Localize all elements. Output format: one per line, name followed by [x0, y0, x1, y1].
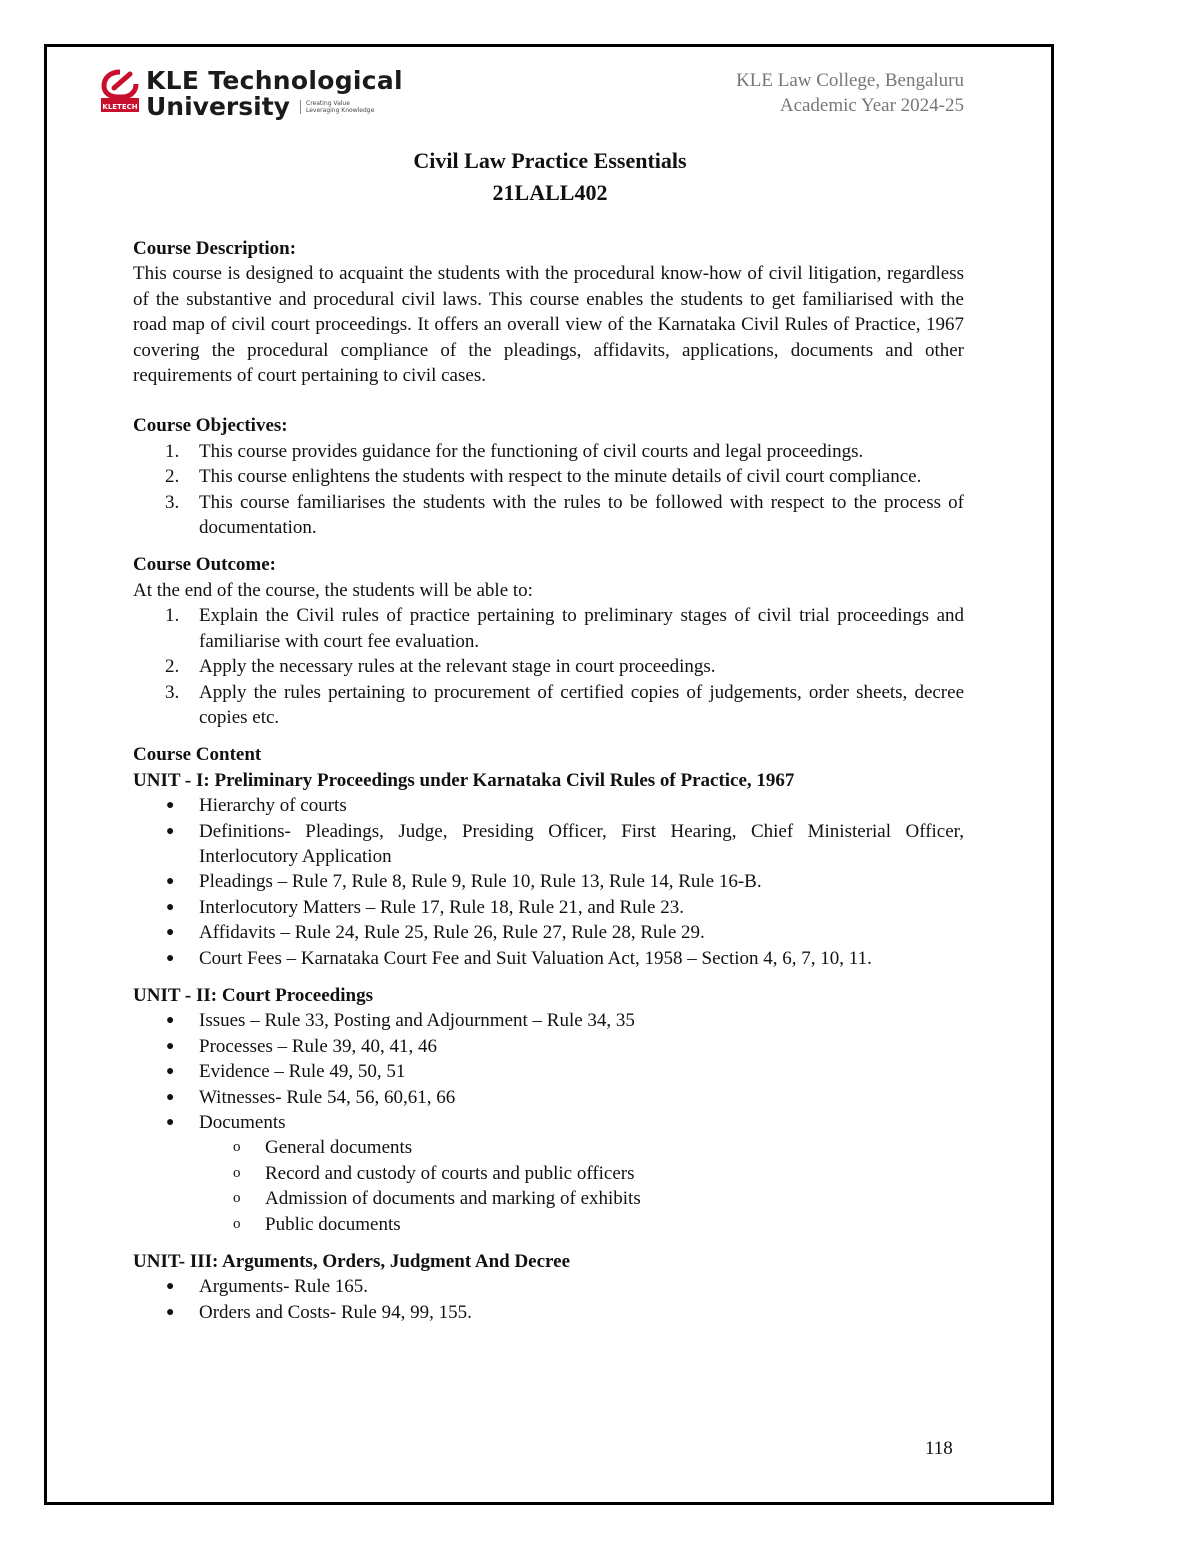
list-item: ● Hierarchy of courts: [133, 793, 964, 818]
unit3-title: UNIT- III: Arguments, Orders, Judgment And Decree: [133, 1251, 570, 1273]
logo-name-line1: KLE Technological: [146, 66, 403, 95]
circle-bullet-icon: o: [233, 1139, 241, 1156]
document-body: [133, 236, 964, 1325]
list-item: ● Arguments- Rule 165.: [133, 1274, 964, 1299]
list-item: ● Processes – Rule 39, 40, 41, 46: [133, 1034, 964, 1059]
logo-tagline: [300, 100, 374, 114]
unit1-list: [133, 793, 964, 971]
circle-bullet-icon: o: [233, 1190, 241, 1207]
bullet-icon: ●: [166, 1304, 175, 1320]
bullet-icon: ●: [166, 1279, 175, 1295]
list-item: ● Affidavits – Rule 24, Rule 25, Rule 26, Rule 27, Rule 28, Rule 29.: [133, 920, 964, 945]
header-info: [736, 68, 964, 118]
kle-emblem-icon: [100, 68, 140, 114]
bullet-icon: ●: [166, 874, 175, 890]
bullet-icon: ●: [166, 899, 175, 915]
description-text: This course is designed to acquaint the students with the procedural know-how of civil litigation, regardless of the substantive and procedural civil laws. This course enables the students to get familiarised with the road map of civil court proceedings. It offers an overall view of the Karnataka Civil Rules of Practice, 1967 covering the procedural compliance of the pleadings, affidavits, applications, documents and other requirements of court pertaining to civil cases.: [133, 263, 964, 387]
outcome-heading: Course Outcome:: [133, 554, 276, 576]
unit1-title: UNIT - I: Preliminary Proceedings under Karnataka Civil Rules of Practice, 1967: [133, 769, 795, 791]
list-item: o Public documents: [133, 1212, 964, 1237]
unit3-list: [133, 1274, 964, 1325]
svg-text:KLETECH: KLETECH: [102, 103, 138, 111]
college-name: KLE Law College, Bengaluru: [736, 70, 964, 91]
list-item: o General documents: [133, 1135, 964, 1160]
list-item: ● Documents: [133, 1110, 964, 1135]
bullet-icon: ●: [166, 823, 175, 839]
logo-tagline-line1: Creating Value: [306, 100, 350, 107]
circle-bullet-icon: o: [233, 1215, 241, 1232]
list-item: ● Orders and Costs- Rule 94, 99, 155.: [133, 1300, 964, 1325]
list-item: ● Court Fees – Karnataka Court Fee and Suit Valuation Act, 1958 – Section 4, 6, 7, 10, 11.: [133, 946, 964, 971]
logo-name-line2: University: [146, 92, 290, 121]
academic-year: Academic Year 2024-25: [779, 95, 964, 116]
bullet-icon: ●: [166, 1013, 175, 1029]
bullet-icon: ●: [166, 950, 175, 966]
bullet-icon: ●: [166, 925, 175, 941]
bullet-icon: ●: [166, 1038, 175, 1054]
description-heading: Course Description:: [133, 238, 297, 259]
course-code: 21LALL402: [492, 180, 608, 205]
list-item: 3. Apply the rules pertaining to procurement of certified copies of judgements, order sheets, decree copies etc.: [165, 681, 964, 728]
list-item: 1. Explain the Civil rules of practice pertaining to preliminary stages of civil trial proceedings and familiarise with court fee evaluation.: [165, 605, 964, 652]
documents-sublist: [133, 1135, 964, 1237]
list-item: ● Interlocutory Matters – Rule 17, Rule 18, Rule 21, and Rule 23.: [133, 895, 964, 920]
page-number: 118: [925, 1438, 953, 1459]
list-item: 3. This course familiarises the students with the rules to be followed with respect to the process of documentation.: [165, 491, 964, 539]
list-item: o Record and custody of courts and public officers: [133, 1161, 964, 1186]
list-item: ● Definitions- Pleadings, Judge, Presiding Officer, First Hearing, Chief Ministerial Officer, Interlocutory Application: [166, 820, 964, 867]
list-item: ● Evidence – Rule 49, 50, 51: [133, 1059, 964, 1084]
unit2-title: UNIT - II: Court Proceedings: [133, 984, 373, 1006]
list-item: ● Issues – Rule 33, Posting and Adjournment – Rule 34, 35: [133, 1008, 964, 1033]
bullet-icon: ●: [166, 1115, 175, 1130]
list-item: 2. Apply the necessary rules at the relevant stage in court proceedings.: [165, 656, 716, 678]
outcome-intro: At the end of the course, the students will be able to:: [133, 579, 533, 601]
list-item: o Admission of documents and marking of exhibits: [133, 1186, 964, 1211]
unit2-list: [133, 1008, 964, 1135]
outcome-list: [133, 603, 964, 730]
list-item: ● Pleadings – Rule 7, Rule 8, Rule 9, Rule 10, Rule 13, Rule 14, Rule 16-B.: [133, 869, 964, 894]
bullet-icon: ●: [166, 798, 175, 814]
list-item: ● Witnesses- Rule 54, 56, 60,61, 66: [133, 1085, 964, 1110]
list-item: 1. This course provides guidance for the functioning of civil courts and legal proceedings.: [165, 440, 864, 462]
logo-tagline-line2: Leveraging Knowledge: [306, 107, 375, 114]
course-title: Civil Law Practice Essentials: [413, 148, 687, 173]
bullet-icon: ●: [166, 1089, 175, 1105]
circle-bullet-icon: o: [233, 1164, 241, 1181]
objectives-heading: Course Objectives:: [133, 415, 288, 437]
objectives-list: [133, 439, 964, 541]
content-heading: Course Content: [133, 744, 262, 766]
list-item: 2. This course enlightens the students with respect to the minute details of civil court compliance.: [165, 466, 922, 488]
bullet-icon: ●: [166, 1064, 175, 1080]
